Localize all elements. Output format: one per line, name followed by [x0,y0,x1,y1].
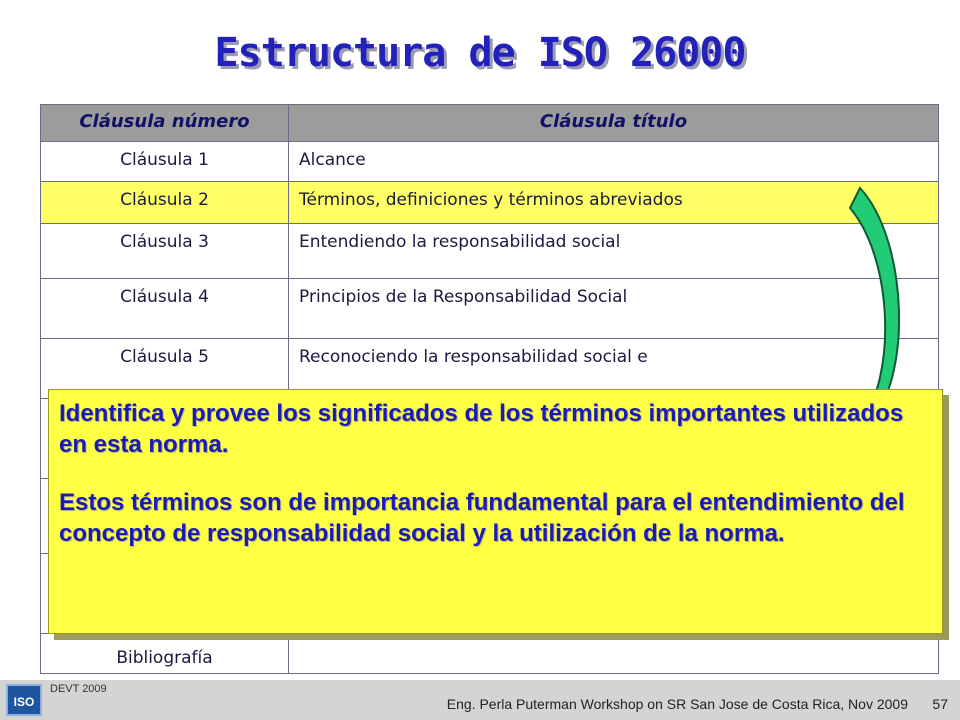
callout-paragraph-2: Estos términos son de importancia fundamental para el entendimiento del concepto de responsabilidad social y la utilización de la norma. [59,489,905,547]
clause-number: Cláusula 2 [41,182,289,224]
footer-credit: Eng. Perla Puterman Workshop on SR San Jose de Costa Rica, Nov 2009 [446,696,908,712]
clause-number: Cláusula 4 [41,279,289,339]
clause-title: Entendiendo la responsabilidad social [289,224,939,279]
header-clause-title: Cláusula título [289,105,939,142]
slide-title: Estructura de ISO 26000 [214,30,746,76]
clause-number: Cláusula 5 [41,339,289,399]
clause-number: Bibliografía [41,634,289,674]
definition-callout [48,389,943,634]
table-header-row [41,105,939,142]
clause-title: Reconociendo la responsabilidad social e [289,339,939,399]
table-row [41,279,939,339]
clause-title: Principios de la Responsabilidad Social [289,279,939,339]
callout-paragraph-1: Identifica y provee los significados de los términos importantes utilizados en esta norma. [59,400,904,458]
clause-title: Términos, definiciones y términos abreviados [289,182,939,224]
clause-number: Cláusula 1 [41,142,289,182]
header-clause-number: Cláusula número [41,105,289,142]
devt-label: DEVT 2009 [50,683,107,695]
clause-number: Cláusula 3 [41,224,289,279]
table-row [41,634,939,674]
clause-title: Alcance [289,142,939,182]
table-row [41,224,939,279]
table-row-highlighted [41,182,939,224]
iso-logo: ISO [6,684,42,716]
clause-title [289,634,939,674]
table-row [41,142,939,182]
page-number: 57 [932,696,948,712]
